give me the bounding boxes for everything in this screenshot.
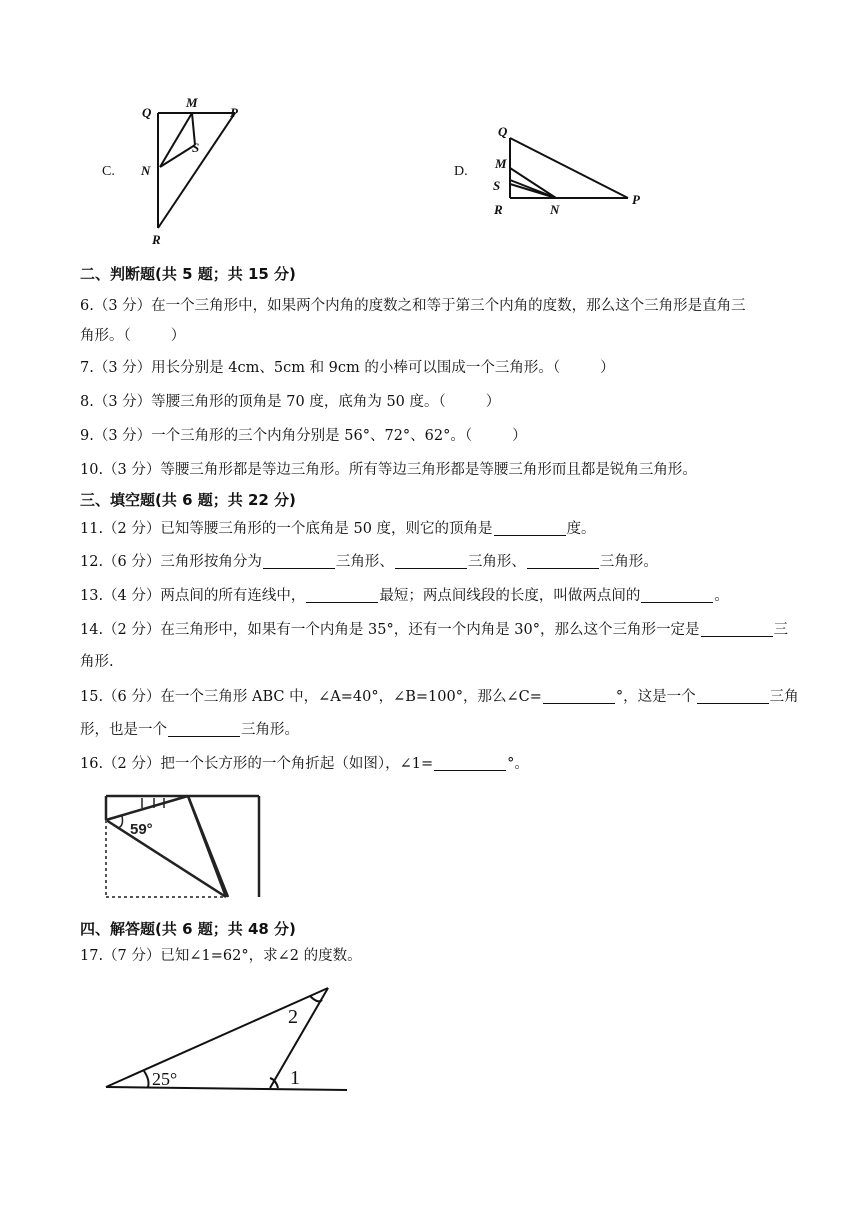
point-r: R [152,232,161,247]
question-10: 10.（3 分）等腰三角形都是等边三角形。所有等边三角形都是等腰三角形而且都是锐角三角形。 [80,462,697,478]
question-8: 8.（3 分）等腰三角形的顶角是 70 度，底角为 50 度。（ ） [80,394,501,410]
answer-blank[interactable] [168,721,240,737]
answer-blank[interactable] [395,553,467,569]
question-15-line-1: 15.（6 分）在一个三角形 ABC 中，∠A=40°，∠B=100°，那么∠C= °，这是一个 三角 [80,689,799,705]
answer-blank[interactable] [434,755,506,771]
point-m: M [495,156,507,171]
question-13: 13.（4 分）两点间的所有连线中， 最短；两点间线段的长度，叫做两点间的 。 [80,588,729,604]
point-n: N [141,163,151,178]
option-c-label: C. [102,164,115,179]
answer-blank[interactable] [697,688,769,704]
point-s: S [192,140,200,155]
angle-label-25: 25° [152,1069,178,1089]
option-d-figure [488,122,648,222]
answer-blank[interactable] [494,520,566,536]
point-m: M [186,95,198,110]
option-c-figure [140,95,260,250]
angle-label-59: 59° [130,821,153,838]
question-11: 11.（2 分）已知等腰三角形的一个底角是 50 度，则它的顶角是 度。 [80,521,596,537]
section-heading-fill-blank: 三、填空题(共 6 题；共 22 分) [80,491,296,509]
question-7: 7.（3 分）用长分别是 4cm、5cm 和 9cm 的小棒可以围成一个三角形。（ ） [80,360,615,376]
point-p: P [230,105,238,120]
answer-blank[interactable] [263,553,335,569]
point-q: Q [498,124,508,139]
point-r: R [494,202,503,217]
angle-label-2: 2 [288,1006,298,1028]
question-15-line-2: 形，也是一个 三角形。 [80,722,299,738]
answer-blank[interactable] [543,688,615,704]
question-14-line-2: 角形. [80,654,114,670]
point-n: N [550,202,560,217]
question-14-line-1: 14.（2 分）在三角形中，如果有一个内角是 35°，还有一个内角是 30°，那么这个三角形一定是 三 [80,622,789,638]
answer-blank[interactable] [701,621,773,637]
point-q: Q [142,105,152,120]
question-6-line-2: 角形。（ ） [80,328,186,344]
question-16: 16.（2 分）把一个长方形的一个角折起（如图），∠1= °。 [80,756,529,772]
point-s: S [493,178,501,193]
option-d-label: D. [454,164,468,179]
question-6-line-1: 6.（3 分）在一个三角形中，如果两个内角的度数之和等于第三个内角的度数，那么这个三角形是直角三 [80,298,746,314]
section-heading-solve: 四、解答题(共 6 题；共 48 分) [80,920,296,938]
answer-blank[interactable] [527,553,599,569]
answer-blank[interactable] [306,587,378,603]
point-p: P [632,192,640,207]
answer-blank[interactable] [641,587,713,603]
folded-rectangle-figure [104,794,264,900]
question-9: 9.（3 分）一个三角形的三个内角分别是 56°、72°、62°。（ ） [80,428,527,444]
question-17: 17.（7 分）已知∠1=62°，求∠2 的度数。 [80,948,362,964]
section-heading-judgment: 二、判断题(共 5 题；共 15 分) [80,265,296,283]
triangle-exterior-angle-figure [104,984,354,1094]
angle-label-1: 1 [290,1067,300,1089]
question-12: 12.（6 分）三角形按角分为 三角形、 三角形、 三角形。 [80,554,658,570]
